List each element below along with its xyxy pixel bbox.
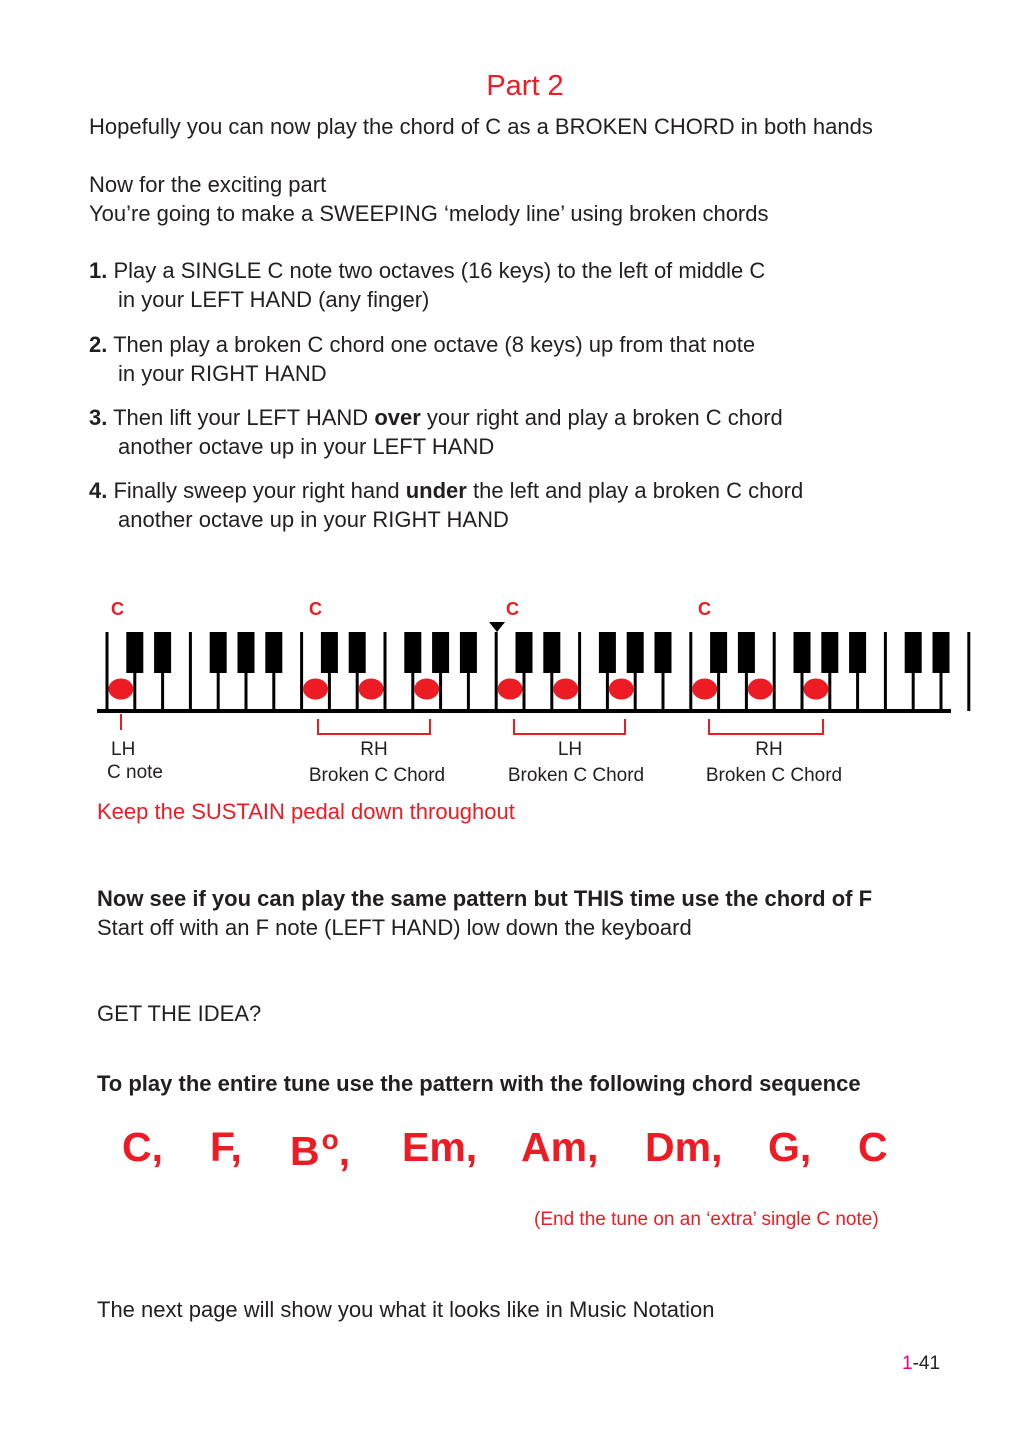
- c-label-1: C: [111, 599, 124, 619]
- step-3-line-2: another octave up in your LEFT HAND: [118, 434, 495, 459]
- f-chord-subtext: Start off with an F note (LEFT HAND) low down the keyboard: [97, 915, 692, 940]
- group-3-hand: LH: [557, 739, 583, 760]
- step-4-line-2: another octave up in your RIGHT HAND: [118, 507, 509, 532]
- c-label-2: C: [309, 599, 322, 619]
- chord-c-final: C: [858, 1124, 888, 1170]
- step-3-number: 3.: [89, 405, 108, 430]
- f-chord-heading: Now see if you can play the same pattern but THIS time use the chord of F: [97, 886, 873, 911]
- step-1-number: 1.: [89, 258, 108, 283]
- bracket-lh-2: [514, 719, 625, 734]
- black-key: [238, 632, 255, 673]
- note-dot: [748, 679, 773, 700]
- black-key: [321, 632, 338, 673]
- chord-b-comma: ,: [338, 1128, 351, 1174]
- black-key: [710, 632, 727, 673]
- step-3-text: Then lift your LEFT HAND: [107, 405, 375, 430]
- middle-c-marker-icon: [489, 622, 505, 632]
- chord-dm: Dm,: [645, 1124, 723, 1170]
- black-key: [154, 632, 171, 673]
- step-4-text: Finally sweep your right hand: [107, 478, 406, 503]
- note-dot: [303, 679, 328, 700]
- step-4-emphasis: under: [405, 478, 467, 503]
- note-dot: [108, 679, 133, 700]
- black-key: [627, 632, 644, 673]
- exciting-line-1: Now for the exciting part: [89, 172, 327, 197]
- intro-text: Hopefully you can now play the chord of C as a BROKEN CHORD in both hands: [89, 114, 873, 139]
- chord-c: C,: [122, 1124, 163, 1170]
- chord-am: Am,: [521, 1124, 599, 1170]
- black-key: [210, 632, 227, 673]
- black-key: [404, 632, 421, 673]
- end-tune-note: (End the tune on an ‘extra’ single C note): [534, 1209, 879, 1230]
- note-dot: [359, 679, 384, 700]
- diminished-symbol: o: [321, 1124, 339, 1155]
- black-key: [543, 632, 560, 673]
- chord-em: Em,: [402, 1124, 478, 1170]
- exciting-line-2: You’re going to make a SWEEPING ‘melody line’ using broken chords: [89, 201, 769, 226]
- black-key: [821, 632, 838, 673]
- white-key-dividers: [107, 632, 969, 711]
- black-key: [738, 632, 755, 673]
- get-the-idea: GET THE IDEA?: [97, 1001, 262, 1026]
- black-key: [933, 632, 950, 673]
- note-dot: [414, 679, 439, 700]
- note-dot: [803, 679, 828, 700]
- black-key: [460, 632, 477, 673]
- step-2-number: 2.: [89, 332, 108, 357]
- next-page-note: The next page will show you what it looks like in Music Notation: [97, 1297, 715, 1322]
- group-3-desc: Broken C Chord: [507, 765, 645, 786]
- chord-f: F,: [210, 1124, 242, 1170]
- hand-brackets: [121, 714, 823, 734]
- step-2-line-2: in your RIGHT HAND: [118, 361, 327, 386]
- sustain-note: Keep the SUSTAIN pedal down throughout: [97, 799, 515, 824]
- chord-b-letter: B: [290, 1128, 320, 1174]
- note-dot: [553, 679, 578, 700]
- sequence-heading: To play the entire tune use the pattern with the following chord sequence: [97, 1071, 861, 1096]
- black-key: [849, 632, 866, 673]
- step-1-line-2: in your LEFT HAND (any finger): [118, 287, 430, 312]
- chord-g: G,: [768, 1124, 812, 1170]
- step-2-text: Then play a broken C chord one octave (8 keys) up from that note: [107, 332, 756, 357]
- black-key: [349, 632, 366, 673]
- group-1-hand: LH: [111, 739, 136, 760]
- group-1-desc: C note: [107, 762, 163, 783]
- step-4-number: 4.: [89, 478, 108, 503]
- group-2-hand: RH: [360, 739, 388, 760]
- step-3-text-end: your right and play a broken C chord: [420, 405, 783, 430]
- note-dot: [692, 679, 717, 700]
- step-1-text: Play a SINGLE C note two octaves (16 keys) to the left of middle C: [107, 258, 766, 283]
- bracket-rh-3: [709, 719, 823, 734]
- black-key: [126, 632, 143, 673]
- c-label-3: C: [506, 599, 519, 619]
- note-dot: [498, 679, 523, 700]
- chord-b-dim: [290, 1124, 350, 1175]
- step-3-emphasis: over: [374, 405, 421, 430]
- page-number-prefix: 1: [902, 1353, 913, 1374]
- black-key: [655, 632, 672, 673]
- page-number: [902, 1353, 940, 1375]
- page-title: Part 2: [486, 70, 564, 102]
- black-key: [432, 632, 449, 673]
- black-keys: [126, 632, 949, 673]
- black-key: [794, 632, 811, 673]
- group-4-hand: RH: [755, 739, 783, 760]
- page-number-suffix: -41: [912, 1353, 941, 1374]
- note-dot: [609, 679, 634, 700]
- bracket-rh-1: [318, 719, 430, 734]
- black-key: [265, 632, 282, 673]
- group-2-desc: Broken C Chord: [308, 765, 446, 786]
- black-key: [599, 632, 616, 673]
- group-4-desc: Broken C Chord: [705, 765, 843, 786]
- c-label-4: C: [698, 599, 711, 619]
- black-key: [516, 632, 533, 673]
- black-key: [905, 632, 922, 673]
- step-4-text-end: the left and play a broken C chord: [466, 478, 804, 503]
